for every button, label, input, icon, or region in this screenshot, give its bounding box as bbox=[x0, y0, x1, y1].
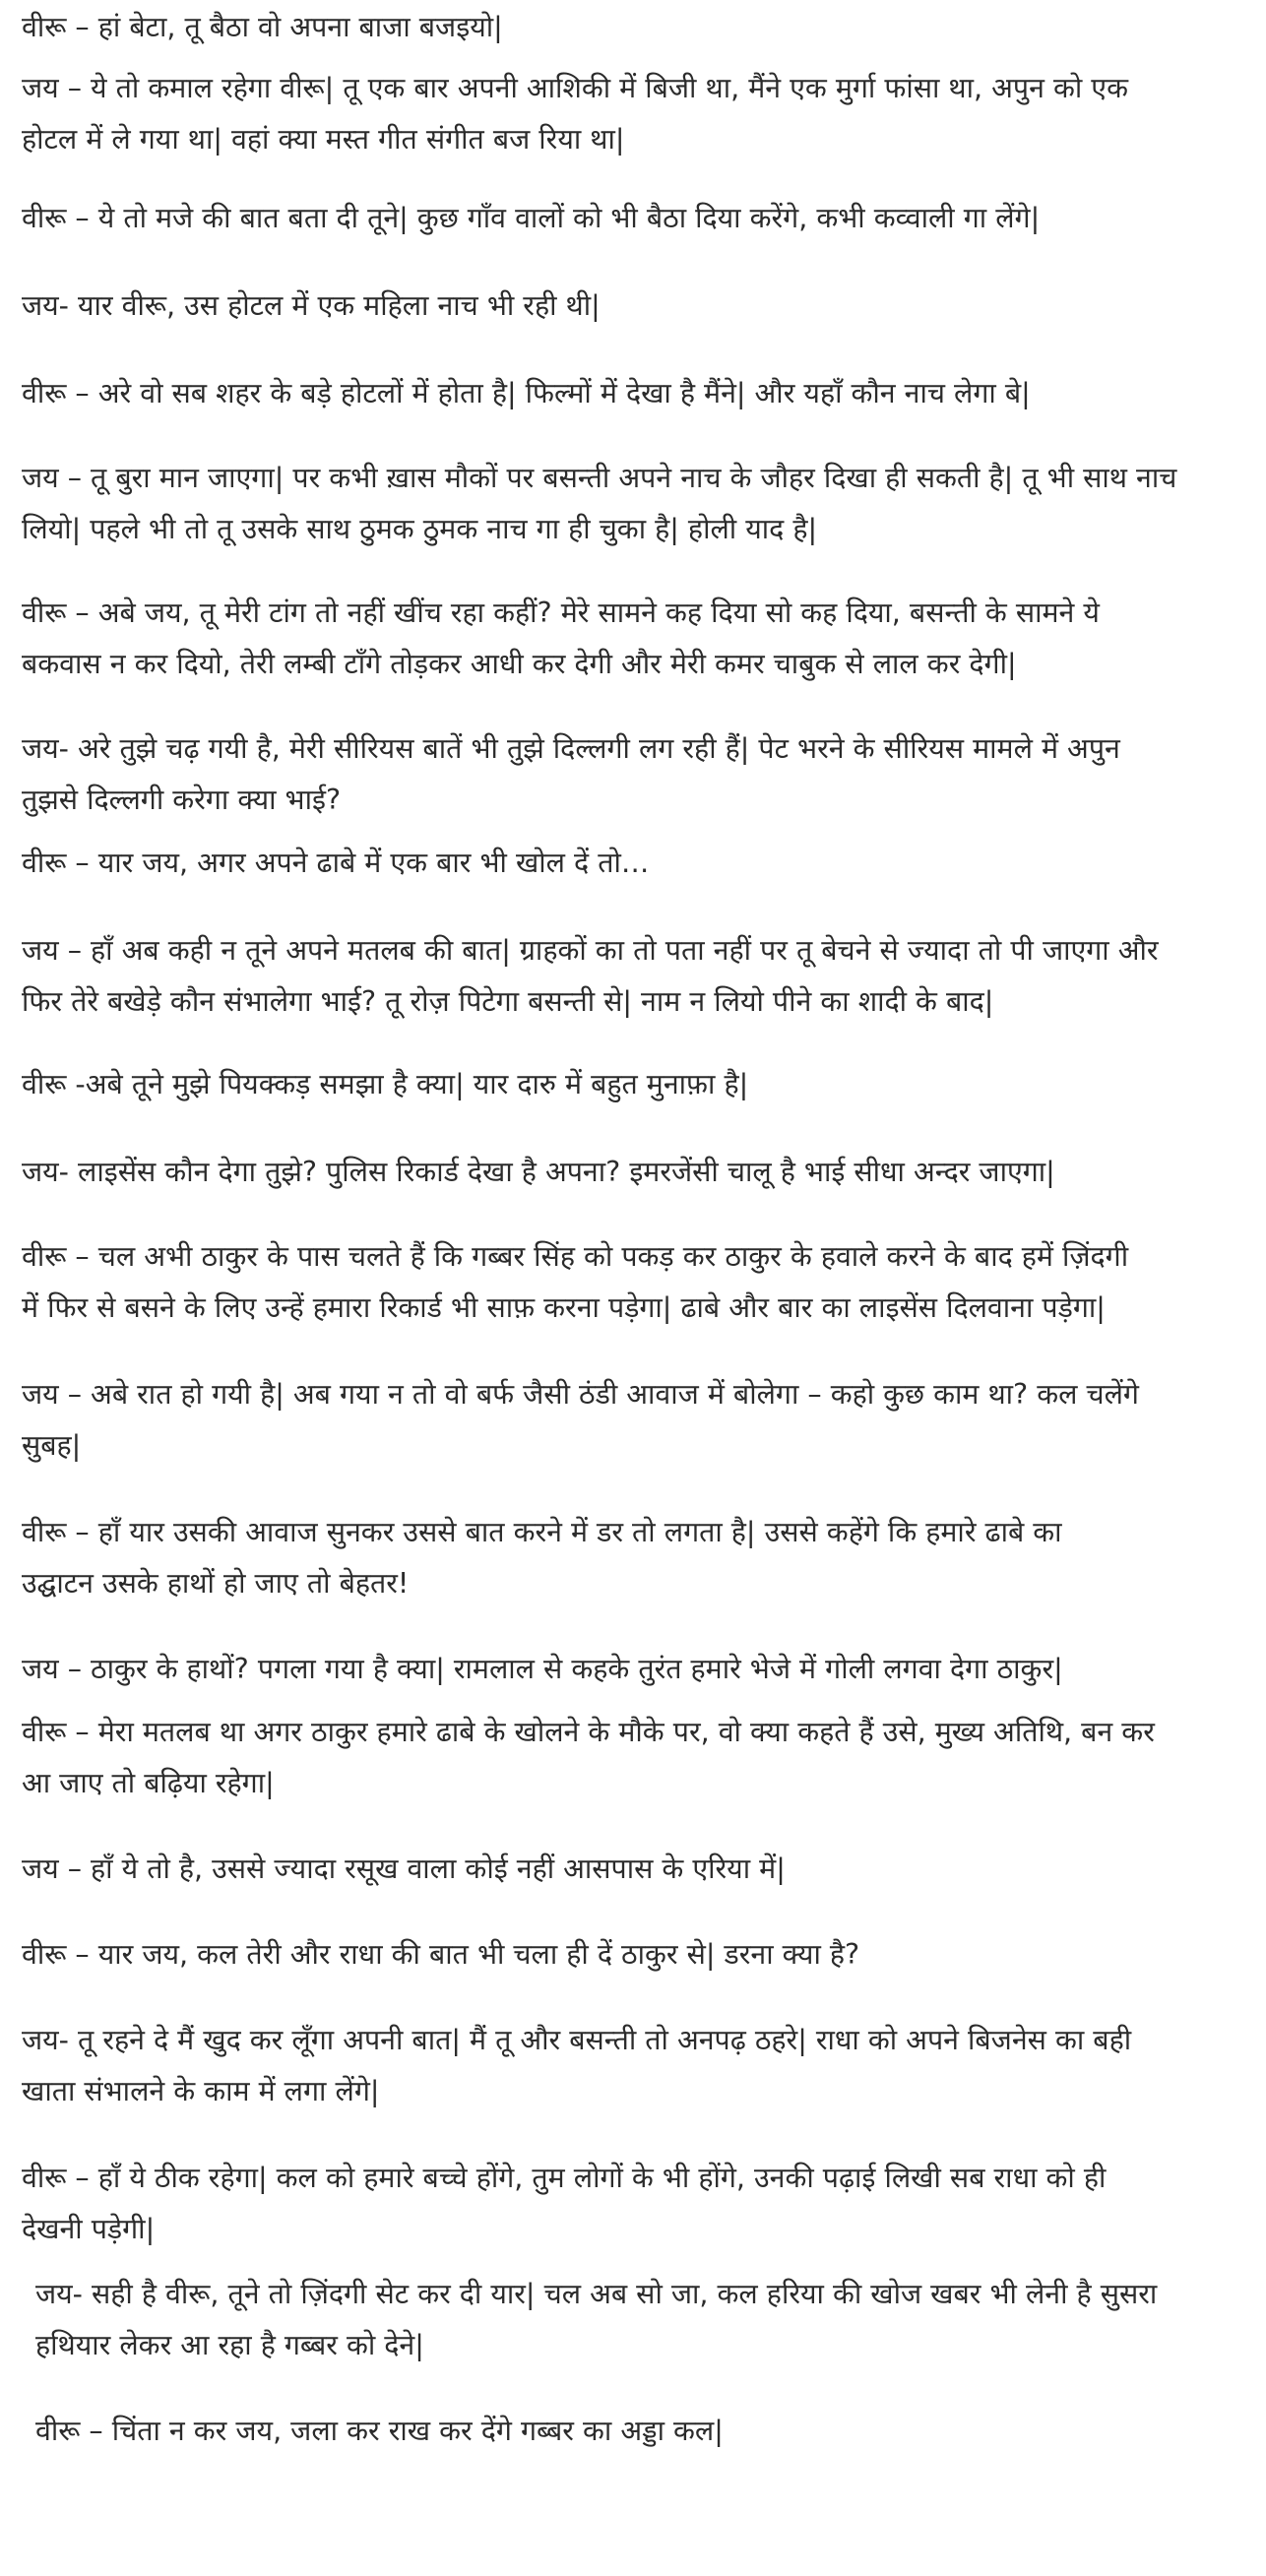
dialogue-line: होटल में ले गया था| वहां क्या मस्त गीत संगीत बज रिया था| bbox=[22, 123, 625, 156]
dialogue-line: जय – ये तो कमाल रहेगा वीरू| तू एक बार अपनी आशिकी में बिजी था, मैंने एक मुर्गा फांसा था, अपुन को एक bbox=[22, 72, 1128, 104]
dialogue-line: जय- सही है वीरू, तूने तो ज़िंदगी सेट कर दी यार| चल अब सो जा, कल हरिया की खोज खबर भी लेनी है सुसरा bbox=[35, 2278, 1158, 2310]
dialogue-line: जय- लाइसेंस कौन देगा तुझे? पुलिस रिकार्ड देखा है अपना? इमरजेंसी चालू है भाई सीधा अन्दर जाएगा| bbox=[22, 1156, 1055, 1188]
dialogue-line: जय- अरे तुझे चढ़ गयी है, मेरी सीरियस बातें भी तुझे दिल्लगी लग रही हैं| पेट भरने के सीरियस मामले में अपुन bbox=[22, 732, 1120, 765]
dialogue-line: उद्घाटन उसके हाथों हो जाए तो बेहतर! bbox=[22, 1567, 410, 1600]
dialogue-line: जय – तू बुरा मान जाएगा| पर कभी ख़ास मौकों पर बसन्ती अपने नाच के जौहर दिखा ही सकती है| तू भी साथ नाच bbox=[22, 462, 1177, 494]
dialogue-line: हथियार लेकर आ रहा है गब्बर को देने| bbox=[35, 2329, 424, 2361]
dialogue-line: लियो| पहले भी तो तू उसके साथ ठुमक ठुमक नाच गा ही चुका है| होली याद है| bbox=[22, 513, 818, 545]
dialogue-line: वीरू – हाँ ये ठीक रहेगा| कल को हमारे बच्चे होंगे, तुम लोगों के भी होंगे, उनकी पढ़ाई लिखी सब राधा को ही bbox=[22, 2162, 1107, 2194]
dialogue-line: वीरू – ये तो मजे की बात बता दी तूने| कुछ गाँव वालों को भी बैठा दिया करेंगे, कभी कव्वाली गा लेंगे| bbox=[22, 202, 1041, 234]
dialogue-line: बकवास न कर दियो, तेरी लम्बी टाँगे तोड़कर आधी कर देगी और मेरी कमर चाबुक से लाल कर देगी| bbox=[22, 648, 1017, 680]
dialogue-line: वीरू – चल अभी ठाकुर के पास चलते हैं कि गब्बर सिंह को पकड़ कर ठाकुर के हवाले करने के बाद हमें ज़िंदगी bbox=[22, 1240, 1129, 1273]
dialogue-line: जय- यार वीरू, उस होटल में एक महिला नाच भी रही थी| bbox=[22, 289, 601, 322]
dialogue-line: वीरू – हाँ यार उसकी आवाज सुनकर उससे बात करने में डर तो लगता है| उससे कहेंगे कि हमारे ढाबे का bbox=[22, 1516, 1062, 1548]
dialogue-line: खाता संभालने के काम में लगा लेंगे| bbox=[22, 2075, 380, 2107]
dialogue-line: आ जाए तो बढ़िया रहेगा| bbox=[22, 1767, 275, 1799]
dialogue-line: वीरू – चिंता न कर जय, जला कर राख कर देंगे गब्बर का अड्डा कल| bbox=[35, 2415, 724, 2447]
dialogue-line: वीरू – अरे वो सब शहर के बड़े होटलों में होता है| फिल्मों में देखा है मैंने| और यहाँ कौन नाच लेगा बे| bbox=[22, 377, 1031, 409]
dialogue-line: में फिर से बसने के लिए उन्हें हमारा रिकार्ड भी साफ़ करना पड़ेगा| ढाबे और बार का लाइसेंस दिलवाना पड़ेगा| bbox=[22, 1291, 1106, 1324]
dialogue-line: वीरू – यार जय, कल तेरी और राधा की बात भी चला ही दें ठाकुर से| डरना क्या है? bbox=[22, 1938, 860, 1971]
dialogue-line: वीरू -अबे तूने मुझे पियक्कड़ समझा है क्या| यार दारु में बहुत मुनाफ़ा है| bbox=[22, 1068, 749, 1100]
dialogue-line: जय- तू रहने दे मैं खुद कर लूँगा अपनी बात| मैं तू और बसन्ती तो अनपढ़ ठहरे| राधा को अपने बिजनेस का बही bbox=[22, 2024, 1132, 2056]
dialogue-line: वीरू – यार जय, अगर अपने ढाबे में एक बार भी खोल दें तो… bbox=[22, 847, 650, 879]
dialogue-line: जय – हाँ ये तो है, उससे ज्यादा रसूख वाला कोई नहीं आसपास के एरिया में| bbox=[22, 1853, 786, 1885]
dialogue-line: वीरू – मेरा मतलब था अगर ठाकुर हमारे ढाबे के खोलने के मौके पर, वो क्या कहते हैं उसे, मुख्य अतिथि, बन कर bbox=[22, 1716, 1155, 1748]
dialogue-line: फिर तेरे बखेड़े कौन संभालेगा भाई? तू रोज़ पिटेगा बसन्ती से| नाम न लियो पीने का शादी के बाद| bbox=[22, 985, 994, 1018]
dialogue-line: जय – ठाकुर के हाथों? पगला गया है क्या| रामलाल से कहके तुरंत हमारे भेजे में गोली लगवा देगा ठाकुर| bbox=[22, 1653, 1063, 1685]
dialogue-line: वीरू – हां बेटा, तू बैठा वो अपना बाजा बजइयो| bbox=[22, 11, 503, 43]
dialogue-line: वीरू – अबे जय, तू मेरी टांग तो नहीं खींच रहा कहीं? मेरे सामने कह दिया सो कह दिया, बसन्ती के सामने ये bbox=[22, 597, 1100, 629]
dialogue-line: देखनी पड़ेगी| bbox=[22, 2213, 156, 2245]
dialogue-line: सुबह| bbox=[22, 1429, 82, 1462]
dialogue-line: जय – हाँ अब कही न तूने अपने मतलब की बात| ग्राहकों का तो पता नहीं पर तू बेचने से ज्यादा तो पी जाएगा और bbox=[22, 934, 1159, 967]
dialogue-line: जय – अबे रात हो गयी है| अब गया न तो वो बर्फ जैसी ठंडी आवाज में बोलेगा – कहो कुछ काम था? कल चलेंगे bbox=[22, 1378, 1139, 1411]
dialogue-line: तुझसे दिल्लगी करेगा क्या भाई? bbox=[22, 784, 342, 816]
